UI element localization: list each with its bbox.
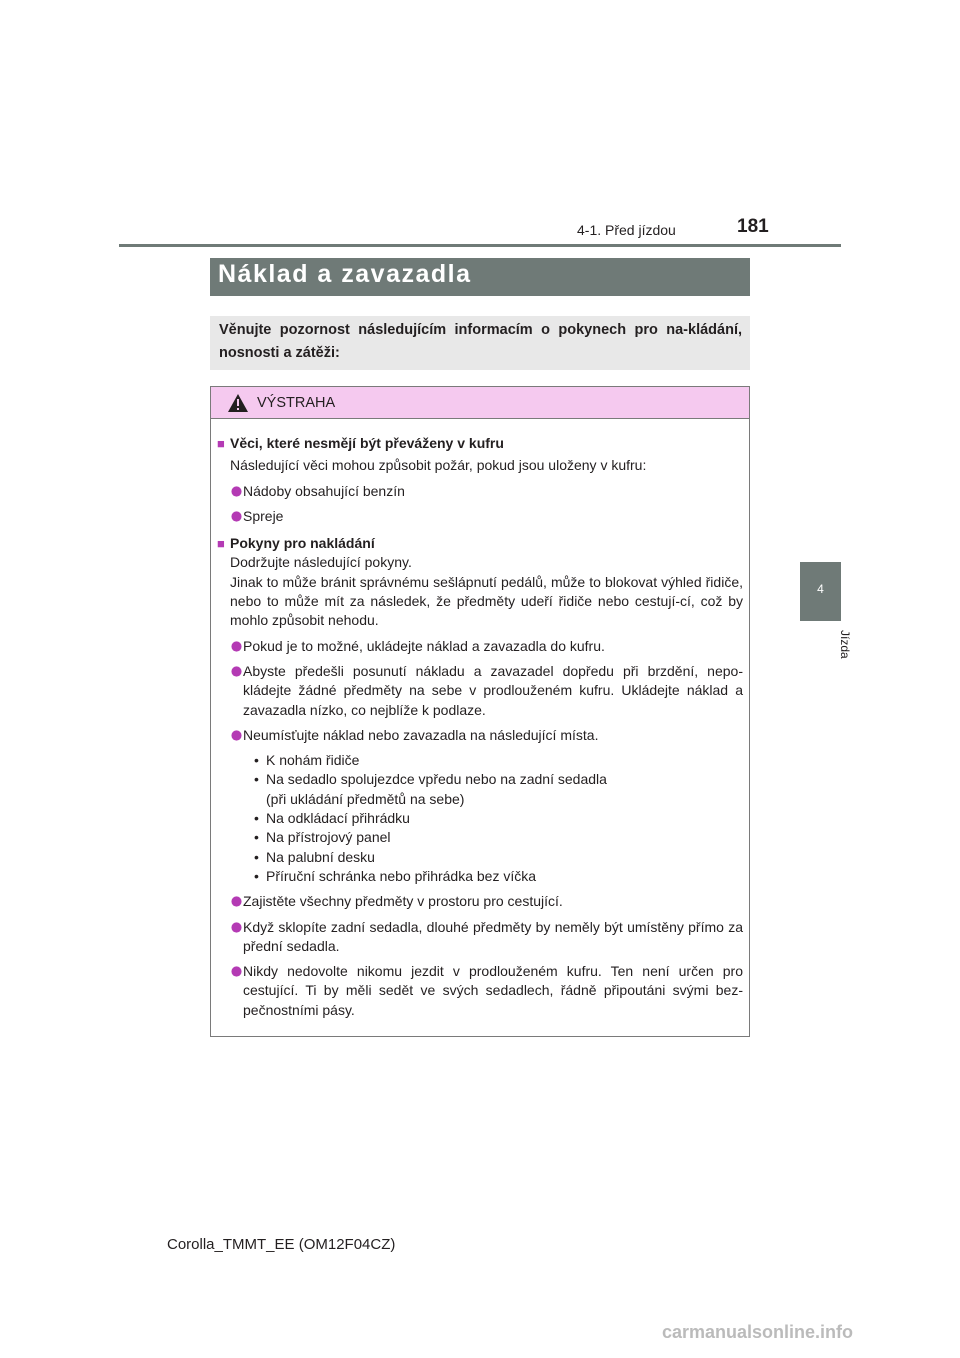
chapter-tab: 4: [800, 562, 841, 621]
page-number: 181: [737, 216, 769, 237]
section-heading: ■ Věci, které nesmějí být převáženy v kufru: [217, 434, 743, 453]
sub-list-item: • Na sedadlo spolujezdce vpředu nebo na zadní sedadla: [254, 771, 607, 788]
bullet-dot-icon: [231, 897, 241, 907]
sub-list-item: • K nohám řidiče: [254, 752, 360, 769]
list-item: Pokud je to možné, ukládejte náklad a zavazadla do kufru.: [217, 637, 743, 656]
warning-body: [211, 419, 749, 1020]
paragraph: Následující věci mohou způsobit požár, pokud jsou uloženy v kufru:: [230, 457, 647, 474]
bullet-dot-icon: [231, 730, 241, 740]
section-heading: ■ Pokyny pro nakládání: [217, 534, 743, 553]
chapter-label: Jízda: [838, 630, 852, 659]
list-item: Zajistěte všechny předměty v prostoru pro cestující.: [217, 892, 743, 911]
paragraph: Dodržujte následující pokyny.: [230, 554, 412, 571]
header-rule: [119, 244, 841, 247]
warning-label: VÝSTRAHA: [257, 394, 336, 411]
sub-list: [217, 751, 743, 886]
bullet-dot-icon: [231, 486, 241, 496]
watermark: carmanualsonline.info: [662, 1322, 854, 1342]
sub-list-item: (při ukládání předmětů na sebe): [266, 790, 465, 807]
list-item: Nikdy nedovolte nikomu jezdit v prodlouženém kufru. Ten není určen pro cestující. Ti by měli sedět ve svých sedadlech, řádně připoutáni svými bez-pečnostními pásy.: [217, 962, 743, 1020]
paragraph: Jinak to může bránit správnému sešlápnutí pedálů, může to blokovat výhled řidiče, nebo to může mít za následek, že předměty udeří řidiče nebo cestují-cí, což by mohlo způsobit nehodu.: [230, 573, 743, 629]
sub-list-item: • Příruční schránka nebo přihrádka bez víčka: [254, 867, 537, 884]
warning-box: [210, 386, 750, 1037]
bullet-dot-icon: [231, 967, 241, 977]
list-item: Nádoby obsahující benzín: [217, 482, 743, 501]
bullet-dot-icon: [231, 666, 241, 676]
bullet-dot-icon: [231, 641, 241, 651]
sub-list-item: • Na palubní desku: [254, 848, 375, 865]
bullet-dot-icon: [231, 922, 241, 932]
list-item: Když sklopíte zadní sedadla, dlouhé předměty by neměly být umístěny přímo za přední sedadla.: [217, 918, 743, 957]
square-bullet-icon: ■: [217, 436, 225, 451]
intro-box: Věnujte pozornost následujícím informacím o pokynech pro na-kládání, nosnosti a zátěži:: [210, 316, 750, 370]
list-item: Abyste předešli posunutí nákladu a zavazadel dopředu při brzdění, nepo-kládejte žádné předměty na sebe v prodlouženém kufru. Ukládejte náklad a zavazadla nízko, co nejblíže k podlaze.: [217, 662, 743, 720]
list-item: Spreje: [217, 507, 743, 526]
warning-triangle-icon: [227, 393, 249, 413]
square-bullet-icon: ■: [217, 536, 225, 552]
page-title: Náklad a zavazadla: [210, 258, 750, 296]
warning-header: [211, 387, 749, 419]
list-item: Neumísťujte náklad nebo zavazadla na následující místa.: [217, 726, 743, 745]
bullet-dot-icon: [231, 511, 241, 521]
section-title: 4-1. Před jízdou: [577, 222, 676, 238]
sub-list-item: • Na přístrojový panel: [254, 829, 391, 846]
sub-list-item: • Na odkládací přihrádku: [254, 810, 410, 827]
document-footer: Corolla_TMMT_EE (OM12F04CZ): [167, 1236, 396, 1253]
